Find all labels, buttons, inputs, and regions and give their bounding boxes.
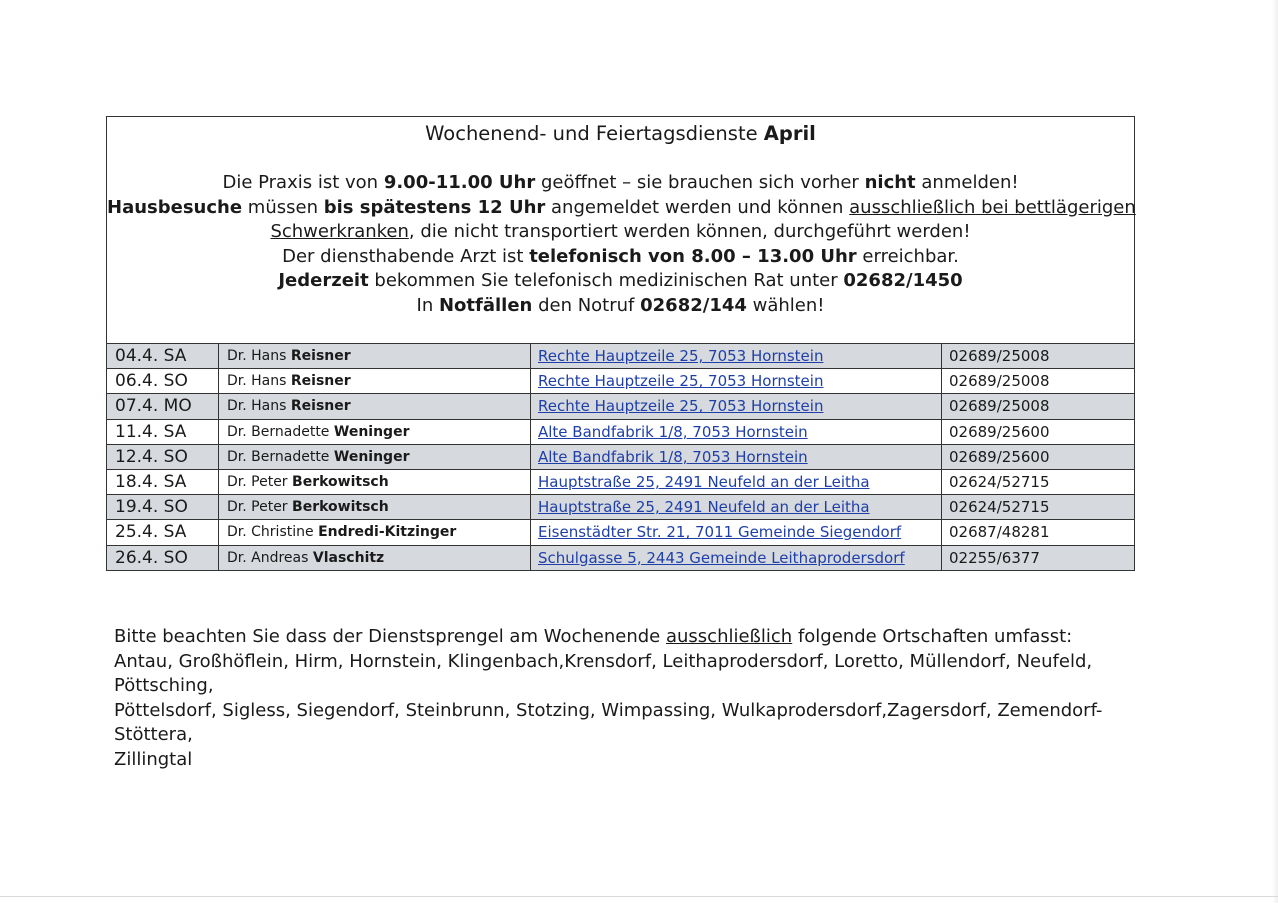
- row-address-link[interactable]: Schulgasse 5, 2443 Gemeinde Leithaprodersdorf: [531, 545, 942, 570]
- row-phone: 02689/25600: [942, 444, 1135, 469]
- doctor-first-name: Dr. Bernadette: [227, 448, 330, 465]
- info-text-part: den Notruf: [538, 294, 635, 316]
- notice-text-part: folgende Ortschaften umfasst:: [797, 626, 1073, 647]
- doctor-first-name: Dr. Hans: [227, 348, 287, 365]
- info-header: [107, 117, 1135, 344]
- row-phone: 02687/48281: [942, 520, 1135, 545]
- table-row: [107, 369, 1135, 394]
- title-prefix: Wochenend- und Feiertagsdienste: [425, 122, 758, 145]
- doctor-first-name: Dr. Hans: [227, 398, 287, 415]
- row-date: 04.4. SA: [107, 344, 219, 369]
- page-bottom-edge: [0, 896, 1278, 897]
- row-date: 18.4. SA: [107, 469, 219, 494]
- title-month: April: [763, 122, 816, 145]
- row-address-link[interactable]: Alte Bandfabrik 1/8, 7053 Hornstein: [531, 419, 942, 444]
- info-text-part: Hausbesuche: [107, 196, 243, 218]
- doctor-last-name: Reisner: [290, 398, 351, 415]
- notice-towns-line: Pöttelsdorf, Sigless, Siegendorf, Steinbrunn, Stotzing, Wimpassing, Wulkaprodersdorf,Zagersdorf, Zemendorf-Stöttera,: [114, 699, 1103, 745]
- page-title: [107, 121, 1134, 147]
- doctor-first-name: Dr. Hans: [227, 373, 287, 390]
- row-address-link[interactable]: Rechte Hauptzeile 25, 7053 Hornstein: [531, 369, 942, 394]
- row-date: 19.4. SO: [107, 495, 219, 520]
- info-text-part: telefonisch von 8.00 – 13.00 Uhr: [529, 245, 857, 267]
- doctor-last-name: Berkowitsch: [292, 499, 389, 516]
- info-text-part: Schwerkranken: [270, 221, 409, 242]
- row-phone: 02689/25008: [942, 344, 1135, 369]
- row-doctor: [219, 419, 531, 444]
- row-phone: 02689/25008: [942, 369, 1135, 394]
- info-line-hours: [107, 171, 1134, 196]
- doctor-first-name: Dr. Christine: [227, 524, 314, 541]
- doctor-last-name: Weninger: [333, 423, 410, 440]
- row-address-link[interactable]: Hauptstraße 25, 2491 Neufeld an der Leitha: [531, 469, 942, 494]
- info-text-part: Jederzeit: [278, 270, 369, 291]
- row-phone: 02689/25008: [942, 394, 1135, 419]
- info-line-phone-hours: [107, 245, 1134, 270]
- row-phone: 02624/52715: [942, 469, 1135, 494]
- info-text-part: geöffnet – sie brauchen sich vorher: [540, 172, 859, 193]
- info-text-part: 9.00-11.00 Uhr: [383, 172, 536, 193]
- row-doctor: [219, 469, 531, 494]
- notice-towns-line: Zillingtal: [114, 748, 193, 770]
- info-text-part: bis spätestens 12 Uhr: [323, 196, 546, 218]
- table-row: [107, 344, 1135, 369]
- doctor-last-name: Vlaschitz: [312, 549, 385, 566]
- info-text-part: In: [416, 294, 434, 316]
- notice-text-part: Bitte beachten Sie dass der Dienstsprengel am Wochenende: [114, 626, 661, 647]
- row-date: 07.4. MO: [107, 394, 219, 419]
- table-row: [107, 444, 1135, 469]
- row-date: 25.4. SA: [107, 520, 219, 545]
- doctor-first-name: Dr. Andreas: [227, 549, 309, 566]
- info-text-part: Die Praxis ist von: [222, 172, 379, 193]
- info-line-advice: [107, 269, 1134, 294]
- doctor-first-name: Dr. Peter: [227, 499, 288, 516]
- info-text-part: Der diensthabende Arzt ist: [282, 245, 524, 267]
- row-doctor: [219, 444, 531, 469]
- page-edge: [1272, 0, 1278, 903]
- doctor-last-name: Weninger: [333, 448, 410, 465]
- row-address-link[interactable]: Rechte Hauptzeile 25, 7053 Hornstein: [531, 344, 942, 369]
- info-line-house-calls: [107, 196, 1134, 221]
- doctor-first-name: Dr. Bernadette: [227, 423, 330, 440]
- table-row: [107, 394, 1135, 419]
- table-row: [107, 419, 1135, 444]
- schedule-table: [106, 116, 1135, 571]
- row-date: 11.4. SA: [107, 419, 219, 444]
- info-text-part: müssen: [247, 196, 318, 218]
- doctor-last-name: Endredi-Kitzinger: [318, 524, 457, 541]
- district-notice: [114, 625, 1144, 772]
- doctor-last-name: Reisner: [290, 348, 351, 365]
- row-doctor: [219, 394, 531, 419]
- info-text-part: nicht: [864, 172, 916, 193]
- row-address-link[interactable]: Hauptstraße 25, 2491 Neufeld an der Leitha: [531, 495, 942, 520]
- info-text-part: 02682/1450: [843, 270, 963, 291]
- row-doctor: [219, 369, 531, 394]
- table-row: [107, 495, 1135, 520]
- row-phone: 02624/52715: [942, 495, 1135, 520]
- row-doctor: [219, 545, 531, 570]
- info-text-part: , die nicht transportiert werden können, durchgeführt werden!: [408, 221, 971, 242]
- info-text-part: wählen!: [752, 294, 825, 316]
- row-date: 12.4. SO: [107, 444, 219, 469]
- info-text-part: anmelden!: [921, 172, 1019, 193]
- notice-intro: [114, 625, 1144, 650]
- row-address-link[interactable]: Rechte Hauptzeile 25, 7053 Hornstein: [531, 394, 942, 419]
- doctor-last-name: Reisner: [290, 373, 351, 390]
- info-line-emergency: [107, 294, 1134, 319]
- row-phone: 02255/6377: [942, 545, 1135, 570]
- row-address-link[interactable]: Alte Bandfabrik 1/8, 7053 Hornstein: [531, 444, 942, 469]
- row-date: 26.4. SO: [107, 545, 219, 570]
- info-text-part: 02682/144: [640, 294, 747, 316]
- row-date: 06.4. SO: [107, 369, 219, 394]
- table-row: [107, 469, 1135, 494]
- table-row: [107, 545, 1135, 570]
- info-text-part: angemeldet werden und können: [551, 196, 844, 218]
- table-row: [107, 520, 1135, 545]
- notice-text-part: ausschließlich: [665, 626, 793, 647]
- row-address-link[interactable]: Eisenstädter Str. 21, 7011 Gemeinde Siegendorf: [531, 520, 942, 545]
- doctor-first-name: Dr. Peter: [227, 474, 288, 491]
- row-doctor: [219, 520, 531, 545]
- info-text: [107, 171, 1134, 318]
- info-text-part: bekommen Sie telefonisch medizinischen Rat unter: [374, 270, 838, 291]
- row-doctor: [219, 344, 531, 369]
- row-phone: 02689/25600: [942, 419, 1135, 444]
- info-text-part: ausschließlich bei bettlägerigen: [849, 196, 1136, 218]
- doctor-last-name: Berkowitsch: [292, 474, 389, 491]
- info-text-part: Notfällen: [438, 294, 533, 316]
- info-line-house-calls-cont: [107, 220, 1134, 245]
- info-text-part: erreichbar.: [862, 245, 959, 267]
- row-doctor: [219, 495, 531, 520]
- notice-towns-line: Antau, Großhöflein, Hirm, Hornstein, Klingenbach,Krensdorf, Leithaprodersdorf, Loretto, Müllendorf, Neufeld, Pöttsching,: [114, 650, 1093, 696]
